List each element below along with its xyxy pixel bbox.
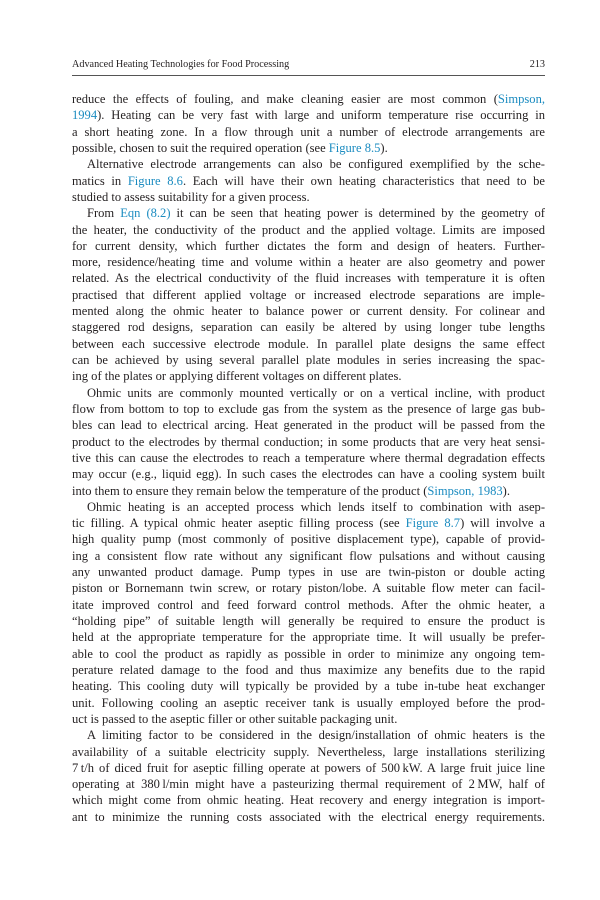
text-segment: can be achieved by using several parallel plate modules in series increasing the spac- <box>72 353 545 367</box>
text-segment: practised that different applied voltage or increased electrode separations are imple- <box>72 287 545 302</box>
text-line <box>72 499 545 515</box>
text-line <box>72 613 545 629</box>
text-segment: operating at 380 l/min might have a pasteurizing thermal requirement of 2 MW, half of <box>72 777 545 792</box>
text-line <box>72 776 545 792</box>
text-line <box>72 336 545 352</box>
text-line <box>72 270 545 286</box>
running-header-title: Advanced Heating Technologies for Food Processing <box>72 59 290 70</box>
text-line <box>72 678 545 694</box>
paragraph <box>72 91 545 156</box>
text-segment: perature related damage to the food and thus maximize any benefits due to the rapid <box>72 662 545 677</box>
text-segment: into them to ensure they remain below the temperature of the product ( <box>72 483 428 498</box>
text-line <box>72 597 545 613</box>
text-segment: flow from bottom to top to exclude gas from the system as the presence of large gas bub- <box>72 401 545 416</box>
text-segment: ). <box>380 140 388 155</box>
text-line <box>72 205 545 221</box>
text-line <box>72 287 545 303</box>
text-segment: tive this can cause the electrodes to reach a temperature where thermal degradation effects <box>72 450 545 465</box>
text-segment: product to the electrodes by thermal conduction; in some products that are very heat sensi- <box>72 434 545 449</box>
text-segment: itate improved control and feed forward control methods. After the ohmic heater, a <box>72 597 545 612</box>
text-segment: tic filling. A typical ohmic heater aseptic filling process (see <box>72 516 406 531</box>
text-segment: ing a consistent flow rate without any significant flow pulsations and without causing <box>72 548 545 563</box>
text-segment: A limiting factor to be considered in the design/installation of ohmic heaters is the <box>87 728 545 743</box>
running-header <box>72 57 545 75</box>
text-line <box>72 483 545 499</box>
text-line <box>72 222 545 238</box>
text-line <box>72 173 545 189</box>
text-segment: between each successive electrode module. In parallel plate designs the same effect <box>72 336 545 351</box>
text-line <box>72 238 545 254</box>
text-line <box>72 548 545 564</box>
text-segment: uct is passed to the aseptic filler or other suitable packaging unit. <box>72 711 398 726</box>
text-line <box>72 107 545 123</box>
text-line <box>72 662 545 678</box>
text-line <box>72 727 545 743</box>
text-line <box>72 531 545 547</box>
text-segment: reduce the effects of fouling, and make cleaning easier are most common ( <box>72 92 498 106</box>
text-segment: Ohmic units are commonly mounted vertically or on a vertical incline, with product <box>87 385 545 400</box>
header-rule <box>72 75 545 76</box>
text-segment: 7 t/h of diced fruit for aseptic filling operate at powers of 500 kW. A large fruit juice line <box>72 760 545 775</box>
paragraph <box>72 727 545 825</box>
text-line <box>72 319 545 335</box>
text-line <box>72 434 545 450</box>
text-segment: bles can lead to electrical arcing. Heat generated in the product will be passed from the <box>72 418 545 433</box>
paragraph <box>72 156 545 205</box>
text-segment: high quality pump (most commonly of positive displacement type), capable of provid- <box>72 532 545 547</box>
text-segment: unit. Following cooling an aseptic receiver tank is usually employed before the prod- <box>72 695 545 710</box>
text-line <box>72 809 545 825</box>
reference-link[interactable]: Simpson, <box>497 92 545 106</box>
text-segment: . Each will have their own heating characteristics that need to be <box>182 173 545 188</box>
text-segment: possible, chosen to suit the required operation (see <box>72 140 329 155</box>
text-segment: “holding pipe” of suitable length will generally be required to ensure the product is <box>72 614 545 628</box>
text-segment: ). <box>502 483 510 498</box>
text-segment: ant to minimize the running costs associated with the electrical energy requirements. <box>72 809 545 824</box>
text-segment: for current density, which further dictates the form and design of heaters. Further- <box>72 238 545 253</box>
text-segment: able to cool the product as rapidly as possible in order to minimize any ongoing tem- <box>72 646 545 661</box>
text-line <box>72 629 545 645</box>
text-segment: availability of a suitable electricity supply. Nevertheless, large installations sterilizing <box>72 744 545 759</box>
paragraph <box>72 205 545 384</box>
text-segment: which might come from ohmic heating. Heat recovery and energy integration is import- <box>72 793 545 808</box>
text-line <box>72 124 545 140</box>
text-line <box>72 450 545 466</box>
text-line <box>72 580 545 596</box>
text-segment: ing of the plates or applying different voltages on different plates. <box>72 369 402 384</box>
reference-link[interactable]: Eqn (8.2) <box>120 206 171 221</box>
text-segment: it can be seen that heating power is determined by the geometry of <box>170 206 545 221</box>
text-segment: related. As the electrical conductivity of the fluid increases with temperature it is often <box>72 271 545 286</box>
paragraph <box>72 385 545 499</box>
text-line <box>72 417 545 433</box>
text-segment: ). Heating can be very fast with large and uniform temperature rise occurring in <box>97 108 545 123</box>
text-segment: heating. This cooling duty will typically be provided by a tube in-tube heat exchanger <box>72 679 545 694</box>
text-segment: staggered rod designs, separation can easily be altered by using longer tube lengths <box>72 320 545 335</box>
text-line <box>72 368 545 384</box>
paragraph <box>72 499 545 727</box>
body-text <box>72 91 545 825</box>
text-segment: Alternative electrode arrangements can also be configured exemplified by the sche- <box>87 157 545 172</box>
text-line <box>72 744 545 760</box>
text-segment: held at the appropriate temperature for the appropriate time. It will usually be prefer- <box>72 630 545 645</box>
page-number: 213 <box>529 59 545 70</box>
reference-link[interactable]: Figure 8.7 <box>405 516 461 531</box>
text-line <box>72 711 545 727</box>
text-segment: piston or Bornemann twin screw, or rotary piston/lobe. A suitable flow meter can facil- <box>72 581 545 596</box>
text-segment: Ohmic heating is an accepted process which lends itself to combination with asep- <box>87 499 545 514</box>
text-line <box>72 401 545 417</box>
text-line <box>72 254 545 270</box>
text-segment: more, residence/heating time and volume within a heater are also geometry and power <box>72 255 545 270</box>
reference-link[interactable]: Figure 8.6 <box>127 173 183 188</box>
text-line <box>72 695 545 711</box>
text-line <box>72 792 545 808</box>
text-line <box>72 466 545 482</box>
reference-link[interactable]: 1994 <box>72 108 98 123</box>
text-segment: any unwanted product damage. Pump types in use are twin-piston or double acting <box>72 565 545 580</box>
text-segment: studied to assess suitability for a given process. <box>72 189 310 204</box>
text-segment: matics in <box>72 173 128 188</box>
reference-link[interactable]: Simpson, 1983 <box>427 483 503 498</box>
text-line <box>72 91 545 107</box>
reference-link[interactable]: Figure 8.5 <box>328 140 381 155</box>
text-line <box>72 156 545 172</box>
text-line <box>72 352 545 368</box>
text-segment: the heater, the conductivity of the product and the applied voltage. Limits are imposed <box>72 222 545 237</box>
text-line <box>72 515 545 531</box>
text-line <box>72 646 545 662</box>
text-line <box>72 303 545 319</box>
text-segment: may occur (e.g., liquid egg). In such cases the electrodes can have a cooling system built <box>72 467 545 482</box>
text-segment: From <box>87 206 121 221</box>
text-segment: mented along the ohmic heater to balance power or current density. For colinear and <box>72 304 545 319</box>
text-line <box>72 140 545 156</box>
text-line <box>72 385 545 401</box>
text-line <box>72 189 545 205</box>
text-segment: ) will involve a <box>460 516 545 531</box>
text-line <box>72 760 545 776</box>
text-segment: a short heating zone. In a flow through unit a number of electrode arrangements are <box>72 124 545 139</box>
text-line <box>72 564 545 580</box>
